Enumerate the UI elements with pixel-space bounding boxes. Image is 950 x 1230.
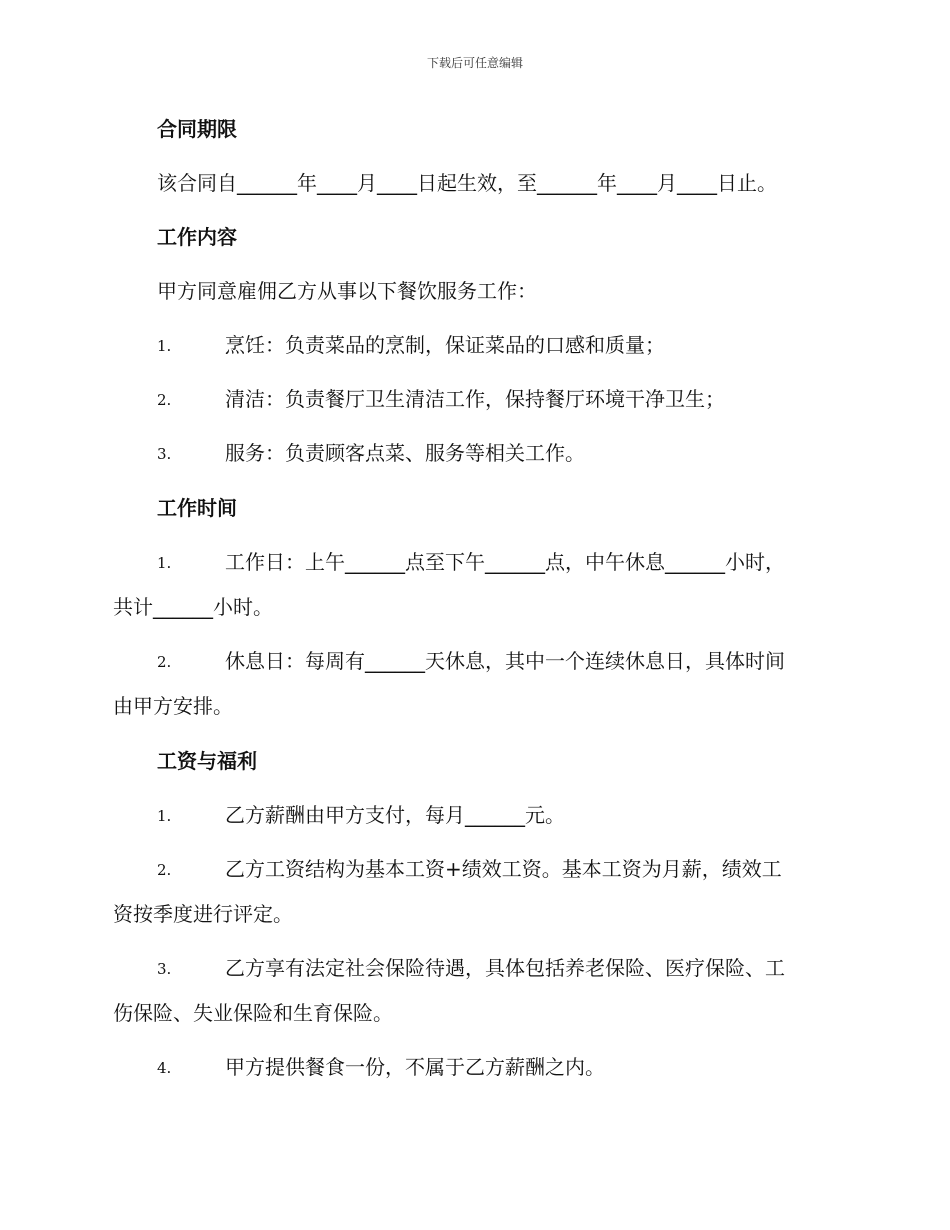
header-note: 下载后可任意编辑 <box>426 56 523 70</box>
list-item-continuation: 资按季度进行评定。 <box>113 902 293 926</box>
list-item-text: 乙方工资结构为基本工资+绩效工资。基本工资为月薪，绩效工 <box>225 857 782 881</box>
list-item-number: 2. <box>157 861 172 879</box>
list-item-number: 1. <box>157 337 172 355</box>
list-item-continuation: 由甲方安排。 <box>113 694 233 718</box>
list-item-number: 4. <box>157 1059 172 1077</box>
list-item-text: 烹饪：负责菜品的烹制，保证菜品的口感和质量； <box>225 333 665 357</box>
list-item-number: 2. <box>157 391 172 409</box>
section-heading-salary: 工资与福利 <box>157 749 257 773</box>
list-item-number: 1. <box>157 807 172 825</box>
list-item-text: 甲方提供餐食一份，不属于乙方薪酬之内。 <box>225 1055 605 1079</box>
term-text: 该合同自______年____月____日起生效，至______年____月____日止。 <box>157 171 777 195</box>
content-intro: 甲方同意雇佣乙方从事以下餐饮服务工作： <box>157 279 537 303</box>
list-item-text: 工作日：上午______点至下午______点，中午休息______小时， <box>225 550 785 574</box>
list-item-number: 3. <box>157 445 172 463</box>
section-heading-hours: 工作时间 <box>157 496 237 520</box>
section-heading-content: 工作内容 <box>157 225 237 249</box>
list-item-text: 清洁：负责餐厅卫生清洁工作，保持餐厅环境干净卫生； <box>225 387 725 411</box>
list-item-text: 乙方薪酬由甲方支付，每月______元。 <box>225 803 565 827</box>
list-item-text: 乙方享有法定社会保险待遇，具体包括养老保险、医疗保险、工 <box>225 956 785 980</box>
list-item-continuation: 共计______小时。 <box>113 595 273 619</box>
list-item-number: 1. <box>157 554 172 572</box>
section-heading-term: 合同期限 <box>157 117 237 141</box>
list-item-number: 3. <box>157 960 172 978</box>
list-item-number: 2. <box>157 653 172 671</box>
list-item-continuation: 伤保险、失业保险和生育保险。 <box>113 1001 393 1025</box>
list-item-text: 休息日：每周有______天休息，其中一个连续休息日，具体时间 <box>225 649 785 673</box>
list-item-text: 服务：负责顾客点菜、服务等相关工作。 <box>225 441 585 465</box>
